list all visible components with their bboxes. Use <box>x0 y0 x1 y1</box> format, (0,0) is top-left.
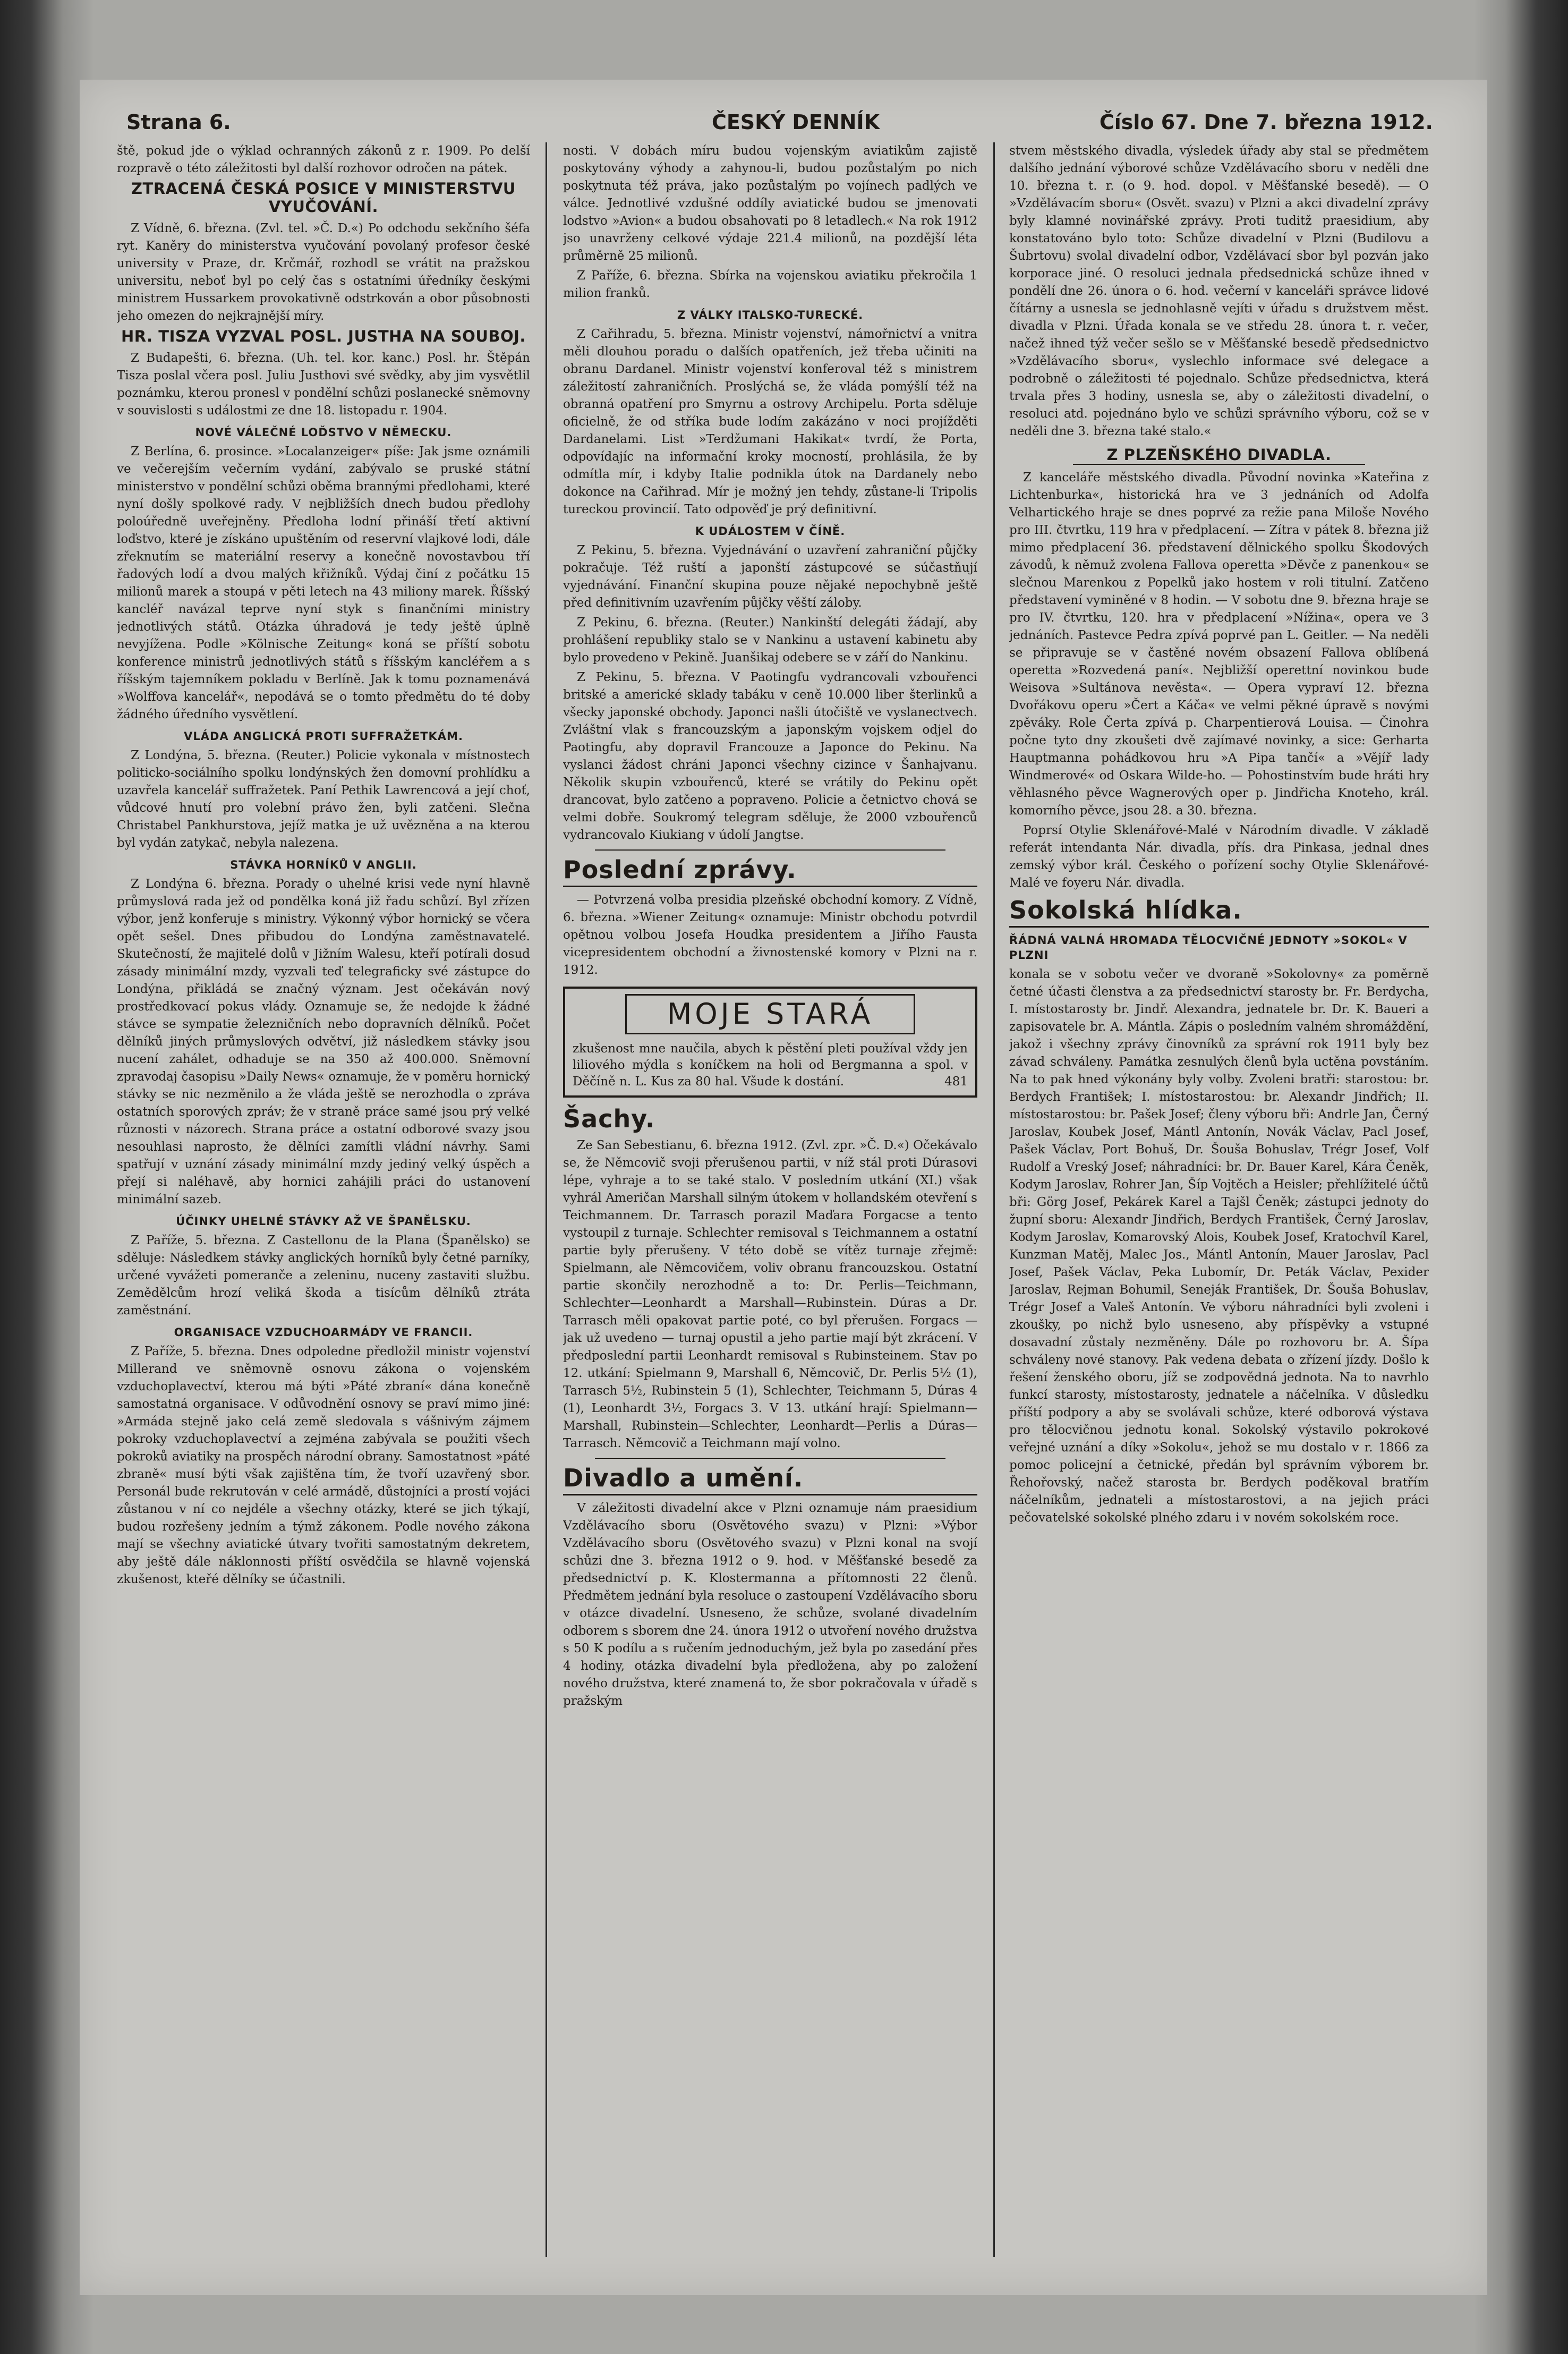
section-headline: Poslední zprávy. <box>563 856 977 887</box>
article-body: Z Pekinu, 5. března. V Paotingfu vydrancovali vzbouřenci britské a americké sklady tabáku v ceně 10.000 liber šterlinků a všecky japonské obchody. Japonci našli útočiště ve vyslanectvech. Zvláštní vlak s francouzským a japonským vojskem odjel do Paotingfu, aby dopravil Francouze a Japonce do Pekinu. Na vyslanci žádost chráni Japonci všechny cizince v Šanhajvanu. Několik skupin vzbouřenců, které se vrátily do Pekinu opět drancovat, bylo zatčeno a popraveno. Policie a četnictvo chová se velmi dobře. Soukromý telegram sděluje, že 2000 vzbouřenců vydrancovalo Kiukiang v údolí Jangtse. <box>563 670 977 842</box>
article-body: — Potvrzená volba presidia plzeňské obchodní komory. Z Vídně, 6. března. »Wiener Zeitung« oznamuje: Ministr obchodu potvrdil opětnou volbou Josefa Houdka presidentem a Jiřího Fausta vicepresidentem obchodní a živnostenské komory v Plzni na r. 1912. <box>563 893 977 977</box>
headline: ŘÁDNÁ VALNÁ HROMADA TĚLOCVIČNÉ JEDNOTY »SOKOL« V PLZNI <box>1009 934 1408 962</box>
column-2 <box>563 142 977 2267</box>
page-number: Strana 6. <box>126 111 231 134</box>
article-body: Z Paříže, 5. března. Dnes odpoledne předložil ministr vojenství Millerand ve sněmovně osnovu zákona o vojenském vzduchoplavectví, kterou má býti »Páté zbraní« dána konečně samostatná organisace. V odůvodnění osnovy se praví mimo jiné: »Armáda stejně jako celá země sledovala s vášnivým zájmem pokroky vzduchoplavectví a zejména zabývala se použiti všech pokroků aviatiky na prospěch národní obrany. Samostatnost »páté zbraně« musí býti však zajištěna tím, že tvoří uzavřený sbor. Personál bude rekrutován v celé armádě, důstojníci a prostí vojáci zůstanou v ní co nejdéle a všechny otázky, které se jich týkají, budou rozřešeny jedním a týmž zákonem. Podle nového zákona mají se všechny aviatické útvary tvořiti samostatným dekretem, aby ještě dále náklonnosti příští osvědčila se hlavně vojenská zkušenost, kteřé dělníky se účastnili. <box>117 1345 530 1586</box>
headline: K UDÁLOSTEM V ČÍNĚ. <box>695 525 846 538</box>
article-body: Z Paříže, 6. března. Sbírka na vojenskou aviatiku překročila 1 milion franků. <box>563 269 977 300</box>
headline: ÚČINKY UHELNÉ STÁVKY AŽ VE ŠPANĚLSKU. <box>176 1215 471 1228</box>
article-continuation: nosti. V dobách míru budou vojenským aviatikům zajistě poskytovány výhody a zahynou-li, budou pozůstalým po nich poskytnuta též práva, jako pozůstalým po vojínech padlých ve válce. Jednotlivé vzdušné oddíly aviatické budou se jmenovati lodstvo »Avion« a budou obsahovati po 8 letadlech.« Na rok 1912 jso unavrženy celkové výdaje 221.4 milionů, na pozdější léta průměrně 25 milionů. <box>563 144 977 263</box>
headline: STÁVKA HORNÍKŮ V ANGLII. <box>230 859 417 871</box>
section-headline: Divadlo a umění. <box>563 1464 977 1495</box>
headline: VLÁDA ANGLICKÁ PROTI SUFFRAŽETKÁM. <box>184 730 463 743</box>
section-headline: Sokolská hlídka. <box>1009 896 1429 928</box>
article-body: Z Berlína, 6. prosince. »Localanzeiger« píše: Jak jsme oznámili ve večerejším večerním vydání, zabývalo se pruské státní ministerstvo v pondělní schůzi oběma brannými předlohami, které nyní došly spolkové rady. V nejbližších dnech budou předlohy poloúředně uveřejněny. Předloha lodní přináší třetí aktivní loďstvo, které je získáno upuštěním od reservní vlajkové lodi, dále zřeknutím se materiální reservy a konečně novostavbou tří řadových lodí a dvou malých křižníků. Výdaj činí z počátku 15 milionů marek a stoupá v pěti letech na 43 miliony marek. Říšský kancléř navázal teprve nyní styk s finančními ministry jednotlivých států. Otázka úhradová je tedy ještě úplně nevyjížena. Podle »Kölnische Zeitung« koná se příští sobotu konference ministrů jednotlivých států s říšským kancléřem a s říšským tajemníkem pokladu v Berlíně. Jak k tomu poznamenává »Wolffova kancelář«, nepodává se o tomto předmětu do té doby žádného úředního vysvětlení. <box>117 445 530 721</box>
headline: Z PLZEŇSKÉHO DIVADLA. <box>1073 446 1365 465</box>
newspaper-title: ČESKÝ DENNÍK <box>711 111 880 134</box>
column-1 <box>117 142 530 2267</box>
article-body: V záležitosti divadelní akce v Plzni oznamuje nám praesidium Vzdělávacího sboru (Osvětového svazu) v Plzni: »Výbor Vzdělávacího sboru (Osvětového svazu) v Plzni konal na svojí schůzi dne 3. března 1912 o 9. hod. v Měšťanské besedě za předsednictví p. K. Klostermanna a přítomnosti 22 členů. Předmětem jednání byla resoluce o zastoupení Vzdělávacího sboru v otázce divadelní. Usneseno, že schůze, svolané divadelním odborem s sborem dne 24. února 1912 o utvoření nového družstva s 50 K podílu a s ručením jednoduchým, jež byla po zasedání přes 4 hodiny, otázka divadelní byla předložena, aby po založení nového družstva, které znamená to, že sbor pokračovala v úřadě s pražským <box>563 1501 977 1708</box>
article-continuation: ště, pokud jde o výklad ochranných zákonů z r. 1909. Po delší rozpravě o této záležitosti byl další rozhovor odročen na pátek. <box>117 144 530 175</box>
ad-title: MOJE STARÁ <box>625 994 915 1034</box>
ad-number: 481 <box>944 1075 968 1089</box>
column-rule <box>546 142 547 2257</box>
article-body: Z Cařihradu, 5. března. Ministr vojenství, námořnictví a vnitra měli dlouhou poradu o dalších opatřeních, jež třeba učiniti na obranu Dardanel. Ministr vojenství konferoval též s ministrem záležitostí zahraničních. Proslýchá se, že vláda pomýšlí též na obranná opatření pro Smyrnu a ostrovy Archipelu. Porta sděluje oficielně, že od stříka bude lodím zakázáno v noci projížděti Dardanelami. List »Terdžumani Hakikat« tvrdí, že Porta, odpovídajíc na informační kroky mocností, prohlásila, že by odmítla mír, i kdyby Italie podnikla útok na Dardanely nebo dokonce na Cařihrad. Mír je možný jen tehdy, zůstane-li Tripolis tureckou provincií. Tato odpověď je prý definitivní. <box>563 327 977 516</box>
ad-text: zkušenost mne naučila, abych k pěstění pleti používal vždy jen liliového mýdla s koníčkem na holi od Bergmanna a spol. v Děčíně n. L. Kus za 80 hal. Všude k dostání. <box>573 1042 968 1089</box>
headline: Z VÁLKY ITALSKO-TURECKÉ. <box>677 309 864 321</box>
headline: ORGANISACE VZDUCHOARMÁDY VE FRANCII. <box>174 1326 473 1339</box>
headline: NOVÉ VÁLEČNÉ LOĎSTVO V NĚMECKU. <box>195 426 452 439</box>
advertisement <box>563 987 977 1098</box>
article-body: Poprsí Otylie Sklenářové-Malé v Národním divadle. V základě referát intendanta Nár. divadla, přís. dra Pinkasa, jednal dnes zemský výbor král. Českého o pořízení sochy Otylie Sklenářové-Malé ve foyeru Nár. divadla. <box>1009 823 1429 890</box>
article-body: Z Vídně, 6. března. (Zvl. tel. »Č. D.«) Po odchodu sekčního šéfa ryt. Kaněry do ministerstva vyučování povolaný profesor české university v Praze, dr. Krčmář, rozhodl se vrátit na pražskou universitu, neboť byl po celý čas s ostatními úředníky českými ministrem Hussarkem provokativně odstrkován a obor působnosti jeho omezen do nejkrajnější míry. <box>117 222 530 323</box>
column-3 <box>1009 142 1429 2267</box>
separator <box>595 1458 945 1459</box>
article-body: Z Pekinu, 5. března. Vyjednávání o uzavření zahraniční půjčky pokračuje. Též ruští a japonští zástupcové se súčastňují vyjednávání. Finanční skupina pouze nějaké nepochybně ještě před definitivním uzavřením půjčky věští záloby. <box>563 543 977 610</box>
article-body: Z Londýna 6. března. Porady o uhelné krisi vede nyní hlavně průmyslová rada jež od pondělka koná již řadu schůzí. Byl zřízen výbor, jenž konferuje s ministry. Výkonný výbor hornický se včera opět sešel. Dnes přibudou do Londýna zaměstnavatelé. Skutečností, že majitelé dolů v Jižním Walesu, kteří potírali dosud zásady minimální mzdy, vyzvali teď telegraficky své zástupce do Londýna, přikládá se značný význam. Jest očekáván nový prostředkovací pokus vlády. Oznamuje se, že nedojde k žádné stávce se sympatie železničních nebo dopravních dělníků. Počet dělníků jiných průmyslových odvětví, již následkem stávky jsou nucení zahálet, odhaduje se na 350 až 400.000. Sněmovní zpravodaj časopisu »Daily News« oznamuje, že v poměru hornický stávky se nic nezměnilo a že vláda ještě se nerozhodla o zpráva ostatních sporových zpráv; že v straně práce samé jsou prý velké různosti v názorech. Strana práce a ostatní odborové svazy jsou nesouhlasi naprosto, že dělníci zamítli vládní návrhy. Sami spatřují v uznání zásady minimální mzdy jediný velký úspěch a přejí si naléhavě, aby hornici zahájili práci do ustanovení minimální sazeb. <box>117 877 530 1206</box>
headline: ZTRACENÁ ČESKÁ POSICE V MINISTERSTVU VYUČOVÁNÍ. <box>131 180 516 216</box>
section-headline: Šachy. <box>563 1104 655 1133</box>
article-body: Z kanceláře městského divadla. Původní novinka »Kateřina z Lichtenburka«, historická hra ve 3 jednáních od Adolfa Velhartického hraje se dnes poprvé za režie pana Miloše Nového pro III. čtvrtku, 119 hra v předplacení. — Zítra v pátek 8. března již mimo předplacení 36. představení dělnického spolku Škodových závodů, k němuž zvolena Fallova operetta »Děvče z panenkou« se slečnou Marenkou z Popelků jako hostem v roli titulní. Zatčeno představení vyminěné v 8 hodin. — V sobotu dne 9. března hraje se pro IV. čtvrtku, 120. hra v předplacení »Nížina«, opera ve 3 jednáních. Pastevce Pedra zpívá poprvé pan L. Geitler. — Na neděli se připravuje se v častěné novém obsazení Fallova oblíbená operetta »Rozvedená paní«. Nejbližší operettní novinkou bude Weisova »Sultánova nevěsta«. — Opera vypraví 12. března Dvořákovu operu »Čert a Káča« ve velmi pěkné úpravě s novými zpěváky. Role Čerta zpívá p. Charpentierová Louisa. — Činohra počne tyto dny zkoušeti dvě zajímavé novinky, a sice: Gerharta Hauptmanna pohádkovou hru »A Pipa tančí« a »Vějíř lady Windmerové« od Oskara Wilde-ho. — Pohostinstvím bude hráti hry věhlasného pěvce Wagnerových oper p. Jindřicha Knoteho, král. komorního pěvce, jsou 28. a 30. března. <box>1009 471 1429 818</box>
column-rule <box>993 142 995 2257</box>
headline: HR. TISZA VYZVAL POSL. JUSTHA NA SOUBOJ. <box>121 327 526 345</box>
article-body: Z Budapešti, 6. března. (Uh. tel. kor. kanc.) Posl. hr. Štěpán Tisza poslal včera posl. Juliu Justhovi své svědky, aby jim vysvětlil poznámku, kterou pronesl v pondělní schůzi poslanecké sněmovny v souvislosti s událostmi ze dne 18. listopadu r. 1904. <box>117 351 530 418</box>
article-continuation: stvem městského divadla, výsledek úřady aby stal se předmětem dalšího jednání výborové schůze Vzdělávacího sboru v neděli dne 10. března t. r. (o 9. hod. dopol. v Měšťanské besedě). — O »Vzdělávacím sboru« (Osvět. svazu) v Plzni a akci divadelní zprávy byly klamné novinářské zprávy. Proti tuditž praesidium, aby konstatováno bylo toto: Schůze divadelní v Plzni (Budilovu a Šubrtovu) svolal divadelní odbor, Vzdělávací sbor byl pozván jako korporace jiné. O resoluci jednala předsednická schůze ihned v pondělí dne 26. února o 6. hod. večerní v kanceláři správce lidové čítárny a usnesla se jednohlasně vejíti v úřadu s družstvem měst. divadla v Plzni. Úřada konala se ve středu 28. února t. r. večer, načež ihned týž večer sešlo se v Měšťanské besedě předsednictvo »Vzdělávacího sboru«, vyslechlo informace své delegace a podrobně o záležitosti té pojednalo. Schůze předsednictva, která trvala přes 3 hodiny, usnesla se, aby o záležitosti divadelní, o resoluci atd. pojednáno bylo ve schůzi správního výboru, což se v neděli dne 3. března také stalo.« <box>1009 144 1429 438</box>
article-body: Z Londýna, 5. března. (Reuter.) Policie vykonala v místnostech politicko-sociálního spolku londýnských žen domovní prohlídku a uzavřela kancelář suffražetek. Paní Pethik Lawrencová a její choť, vůdcové hnutí pro volební právo žen, byli zatčeni. Slečna Christabel Pankhurstova, jejíž matka je už uvězněna a na kterou byl vydán zatykač, nebyla nalezena. <box>117 749 530 850</box>
newspaper-page <box>80 80 1487 2295</box>
article-body: Z Paříže, 5. března. Z Castellonu de la Plana (Španělsko) se sděluje: Následkem stávky anglických horníků byly četné parníky, určené vyvážeti pomeranče a zeleninu, nuceny zastaviti službu. Zemědělcům hrozí veliká škoda a tisícům dělníků ztráta zaměstnání. <box>117 1234 530 1318</box>
issue-date: Číslo 67. Dne 7. března 1912. <box>1099 111 1433 134</box>
separator <box>595 849 945 851</box>
article-body: Ze San Sebestianu, 6. března 1912. (Zvl. zpr. »Č. D.«) Očekávalo se, že Němcovič svoji přerušenou partii, v níž stál proti Dúrasovi lépe, vyhraje a to se také stalo. V posledním utkání (XI.) však vyhrál Američan Marshall silným útokem v hollandském otevření s Teichmannem. Dr. Tarrasch porazil Maďara Forgacse a tento vystoupil z turnaje. Schlechter remisoval s Teichmannem a ostatní partie byly přerušeny. V této době se vítěz turnaje zřejmě: Spielmann, ale Němcovičem, voliv obranu francouzskou. Ostatní partie skončily nerozhodně a to: Dr. Perlis—Teichmann, Schlechter—Leonhardt a Marshall—Rubinstein. Dúras a Dr. Tarrasch měli opakovat partie poté, co byl přerušen. Forgacs — jak už uvedeno — turnaj opustil a jeho partie mají být zkrácení. V předposlední partii Leonhardt remisoval s Rubinsteinem. Stav po 12. utkání: Spielmann 9, Marshall 6, Němcovič, Dr. Perlis 5½ (1), Tarrasch 5½, Rubinstein 5 (1), Schlechter, Teichmann 5, Dúras 4 (1), Leonhardt 3½, Forgacs 3. V 13. utkání hrají: Spielmann—Marshall, Rubinstein—Schlechter, Leonhardt—Perlis a Dúras—Tarrasch. Němcovič a Teichmann mají volno. <box>563 1138 977 1450</box>
article-body: Z Pekinu, 6. března. (Reuter.) Nankinští delegáti žádají, aby prohlášení republiky stalo se v Nankinu a ustavení kabinetu aby bylo provedeno v Pekině. Juanšikaj odebere se v září do Nankinu. <box>563 616 977 665</box>
article-body: konala se v sobotu večer ve dvoraně »Sokolovny« za poměrně četné účasti členstva a za předsednictví starosty br. Fr. Berdycha, I. místostarosty br. Jindř. Alexandra, jednatele br. Dr. K. Baueri a zapisovatele br. A. Mántla. Zápis o posledním valném shromáždění, jakož i všechny zprávy činovníků za správní rok 1911 byly bez závad schváleny. Památka zesnulých členů byla uctěna povstáním. Na to pak hned výkonány byly volby. Zvoleni bratři: starostou: br. Berdych František; I. místostarostou: br. Alexandr Jindřich; II. místostarostou: br. Pašek Josef; členy výboru bři: Andrle Jan, Černý Jaroslav, Koubek Josef, Mántl Antonín, Novák Václav, Pacl Josef, Pašek Václav, Port Bohuš, Dr. Šouša Bohuslav, Trégr Josef, Volf Rudolf a Vreský Josef; náhradníci: br. Dr. Bauer Karel, Kára Čeněk, Kodym Jaroslav, Rohrer Jan, Šíp Vojtěch a Heisler; přehlížitelé účtů bři: Görg Josef, Pekárek Karel a Tajšl Čeněk; zástupci jednoty do župní sboru: Alexandr Jindřich, Berdych František, Černý Jaroslav, Kodym Jaroslav, Komarovský Alois, Koubek Josef, Kratochvíl Karel, Kunzman Matěj, Malec Jos., Mántl Antonín, Mauer Jaroslav, Pacl Josef, Pašek Václav, Peka Lubomír, Dr. Peták Václav, Pexider Jaroslav, Rejman Bohumil, Seneják František, Dr. Šouša Bohuslav, Trégr Josef a Valeš Antonín. Ve výboru náhradníci byli zvoleni i zkoušky, po nichž bylo usneseno, aby příspěvky a vstupné dosavadní zůstaly nezměněny. Dále po rozhovoru br. A. Šípa schváleny nové stanovy. Pak vedena debata o zřízení jízdy. Došlo k řešení ženského oboru, jíž se zodpovědná jednota. Na to navrhlo funkcí starosty, místostarosty, jednatele a náčelníka. V důsledku příští podpory a aby se svolávali schůze, které odborová výstava pro tělocvičnou jednotu konal. Sokolský výstavilo pokrokové veřejné uznání a díky »Sokolu«, jehož se mu dostalo v r. 1866 za pomoc policejní a četnické, předán byl správním výborem br. Řehořovský, načež starosta br. Berdych poděkoval bratřím náčelníkům, jednateli a místostarostovi, a na jejich práci pečovatelské sokolské plného zdaru i v novém sokolském roce. <box>1009 967 1429 1525</box>
